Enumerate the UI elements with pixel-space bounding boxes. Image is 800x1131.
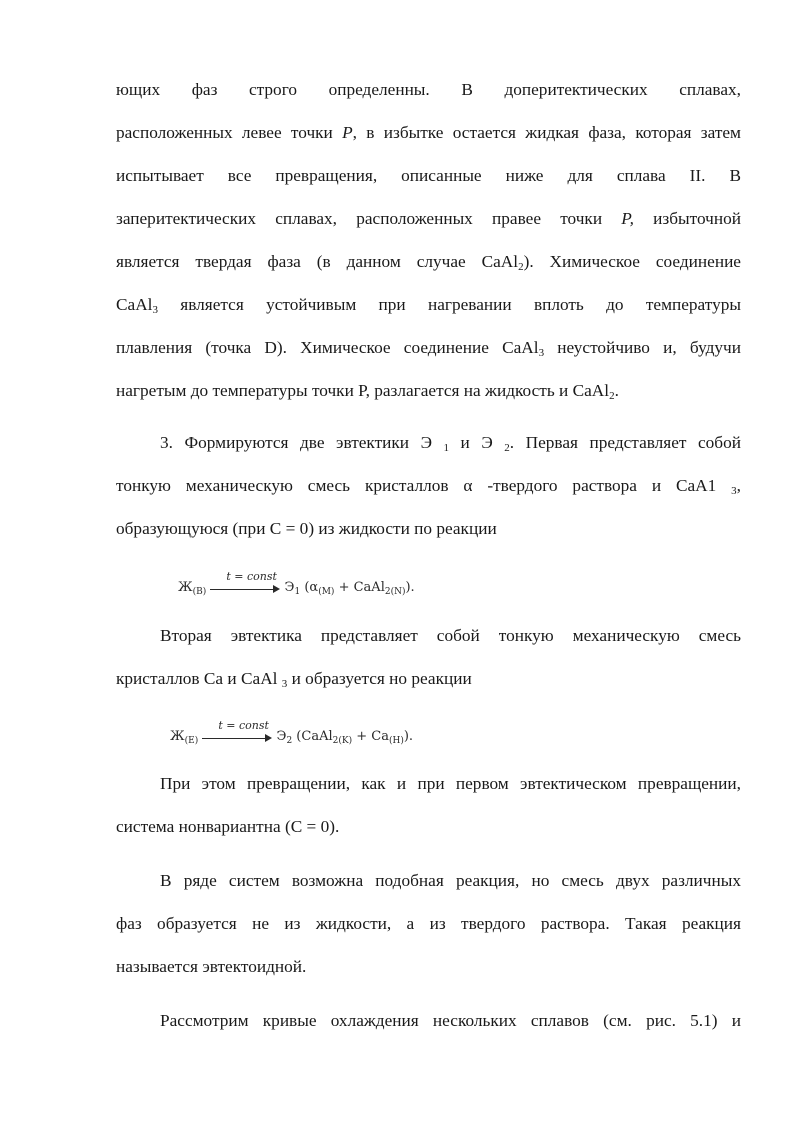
text-line: называется эвтектоидной.: [116, 957, 307, 976]
text-line: ющих фаз строго определенны. В доперитектических сплавах,: [116, 80, 741, 99]
text-line: плавления (точка D). Химическое соединение CaAl$_3$ неустойчиво и, будучи: [116, 338, 741, 359]
text-line: Вторая эвтектика представляет собой тонкую механическую смесь: [160, 626, 741, 645]
paragraph-cooling-curves: [116, 1011, 741, 1054]
text-line: нагретым до температуры точки Р, разлагается на жидкость и CaAl$_2$.: [116, 381, 619, 402]
text-line: испытывает все превращения, описанные ниже для сплава II. В: [116, 166, 741, 185]
text-line: система нонвариантна (С = 0).: [116, 817, 340, 836]
equation-first-eutectic: $Ж_{(B)}$ t = const $Э_1$ ($\alpha_{(M)}$ + CaAl$_{2(N)}$).: [178, 569, 415, 597]
text-line: расположенных левее точки P, в избытке остается жидкая фаза, которая затем: [116, 123, 741, 142]
text-line: образующуюся (при С = 0) из жидкости по реакции: [116, 519, 497, 538]
text-line: кристаллов Са и CaAl $_3$ и образуется но реакции: [116, 669, 472, 690]
text-line: заперитектических сплавах, расположенных правее точки P, избыточной: [116, 209, 741, 228]
text-line: В ряде систем возможна подобная реакция, но смесь двух различных: [160, 871, 741, 890]
paragraph-eutectics: [116, 433, 741, 562]
text-line: является твердая фаза (в данном случае CaAl$_2$). Химическое соединение: [116, 252, 741, 273]
paragraph-nonvariant: [116, 774, 741, 860]
equation-second-eutectic: $Ж_{(E)}$ t = const $Э_2$ (CaAl$_{2(K)}$ + $Ca_{(H)}$).: [170, 718, 414, 746]
text-line: 3. Формируются две эвтектики Э $_1$ и Э $_2$. Первая представляет собой: [160, 433, 741, 454]
text-line: CaAl$_3$ является устойчивым при нагревании вплоть до температуры: [116, 295, 741, 316]
reaction-arrow: t = const: [210, 581, 280, 595]
text-line: При этом превращении, как и при первом эвтектическом превращении,: [160, 774, 741, 793]
paragraph-peritectic: [116, 80, 741, 424]
text-line: фаз образуется не из жидкости, а из твердого раствора. Такая реакция: [116, 914, 741, 933]
paragraph-second-eutectic: [116, 626, 741, 712]
reaction-arrow: t = const: [202, 730, 272, 744]
paragraph-eutectoid: [116, 871, 741, 1000]
text-line: тонкую механическую смесь кристаллов α -твердого раствора и CaA1 $_3$,: [116, 476, 741, 497]
text-line: Рассмотрим кривые охлаждения нескольких сплавов (см. рис. 5.1) и: [160, 1011, 741, 1030]
